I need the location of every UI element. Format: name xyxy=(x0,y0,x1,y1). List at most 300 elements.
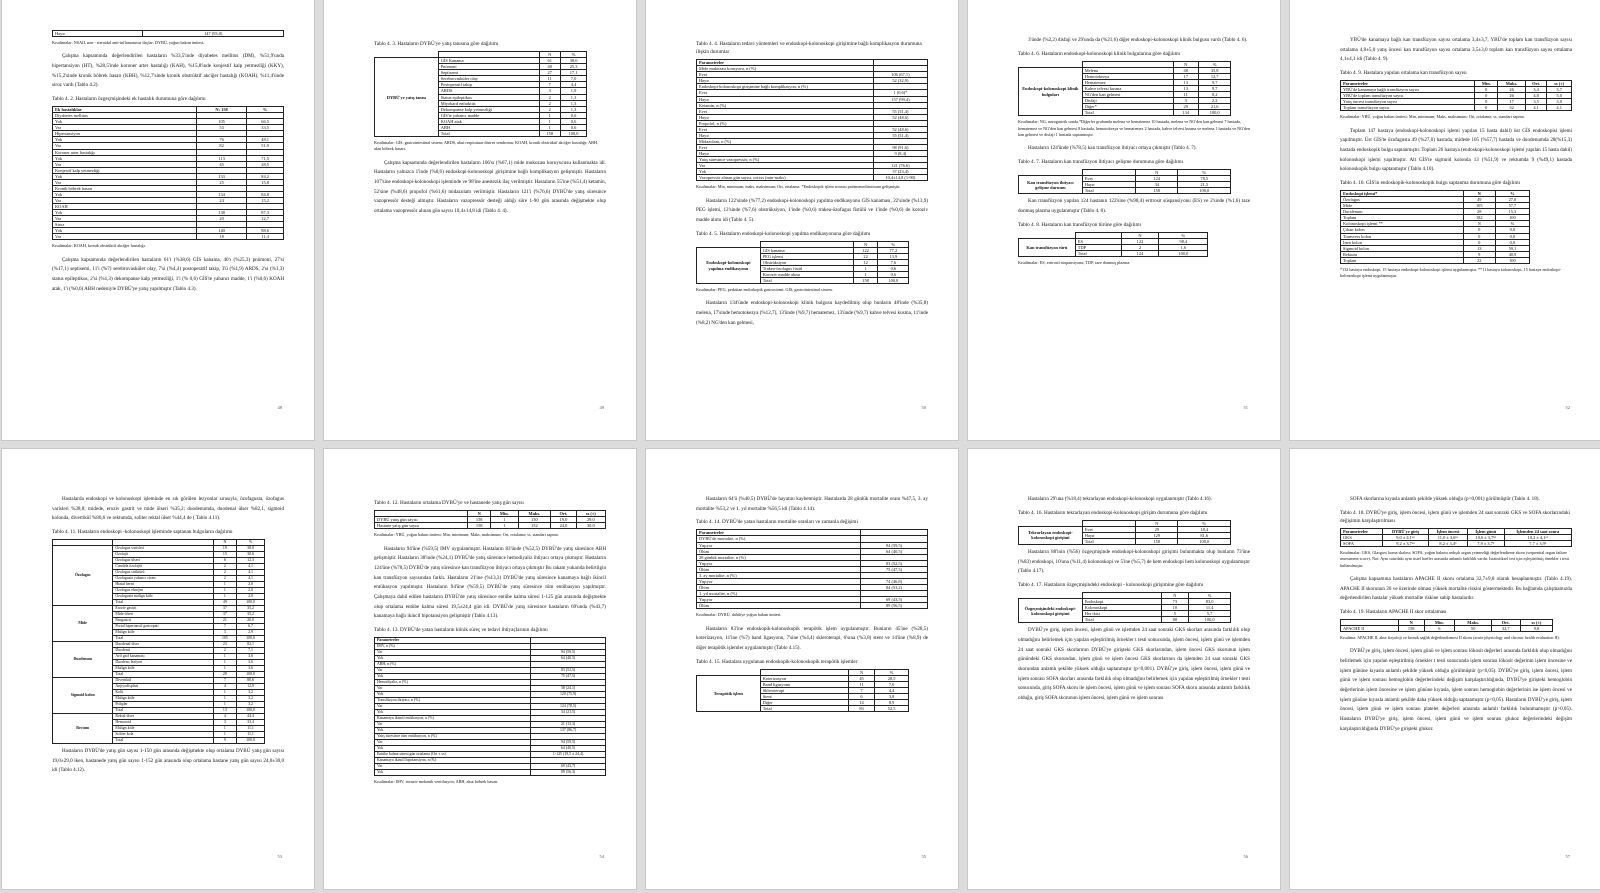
table-cell: Yaşıyor xyxy=(697,597,861,603)
table-cell: 27,0 xyxy=(1495,197,1530,203)
table-cell: Hayır xyxy=(697,151,874,157)
table-cell: Min. xyxy=(491,511,518,517)
table-cell: Vazopressör alınan gün sayısı, ort±ss (min-maks) xyxy=(697,175,874,181)
table-cell: Yatış öncesi transfüzyon sayısı xyxy=(1341,99,1475,105)
table-caption: Tablo 4. 4. Hastaların tedavi yöntemleri ve endoskopi-kolonoskopi girişimine bağlı komplikasyon durumuna ilişkin durumlar xyxy=(696,41,922,56)
table-cell: Hayır xyxy=(1082,532,1136,538)
table-cell: 0 xyxy=(1463,233,1495,239)
table-cell: 2,2 xyxy=(1198,98,1231,104)
table-note: Kısaltmalar: Min, minimum; maks, maksimum; Ort, ortalama. *Endoskopik işlem sonrası pnömomediastinum gelişmiştir. xyxy=(696,184,901,190)
table-cell: 100,0 xyxy=(236,708,265,714)
page-number: 57 xyxy=(1565,854,1570,860)
table-cell: N xyxy=(468,511,491,517)
table-cell: Hayır xyxy=(53,31,143,37)
table-cell: 10,4±14,8 (1-90) xyxy=(873,175,927,181)
table-cell: 100,0 xyxy=(1178,538,1231,544)
table-cell: Kolonoskopi işlemi ** xyxy=(1341,221,1464,227)
table-cell: Ort. xyxy=(1491,619,1520,625)
table-cell: 1 xyxy=(491,523,518,529)
table-cell: Ölüm xyxy=(697,566,861,572)
table-cell: 158 xyxy=(1398,626,1424,632)
table-cell: 20 xyxy=(196,216,246,222)
table-cell: 66,5 xyxy=(247,119,284,125)
table-cell: IMV, n (%) xyxy=(375,643,531,649)
data-table xyxy=(374,637,606,776)
table-cell: Status epileptikus xyxy=(438,94,539,100)
table-cell: 38,6 xyxy=(560,58,587,64)
table-cell: N xyxy=(1173,61,1198,67)
table-cell: 137 (86,7) xyxy=(531,727,606,733)
table-cell: 129 xyxy=(1136,532,1178,538)
table-cell: Özofagus striktürü xyxy=(113,570,214,576)
table-cell: 84,2 xyxy=(247,173,284,179)
table-cell: Candida özofajiti xyxy=(113,564,214,570)
table-cell: 83,0 xyxy=(1188,599,1231,605)
table-caption: Tablo 4. 6. Hastaların endoskopi-kolonoskopi klinik bulgularına göre dağılımı xyxy=(1018,50,1181,57)
table-cell: Total xyxy=(1082,538,1136,544)
table-cell: 8,2 ± 3,4ᵇ xyxy=(1428,540,1467,546)
table-cell: 53 xyxy=(196,125,246,131)
table-cell: 89 (56,3) xyxy=(531,769,606,775)
table-cell: Ölüm xyxy=(697,603,861,609)
table-cell: 3 xyxy=(1173,98,1198,104)
table-cell: ARDS xyxy=(438,88,539,94)
table-cell: % xyxy=(1495,191,1530,197)
table-cell: 83 xyxy=(849,705,875,711)
table-cell: 6 xyxy=(849,693,875,699)
table-cell: 49 xyxy=(214,600,237,606)
table-cell: 11 xyxy=(849,681,875,687)
table-note: Kısaltmalar: IMV, invaziv mekanik ventilasyon; ABH, akut böbrek hasarı. xyxy=(374,778,499,784)
paragraph: 3'ünde (%2,2) disfaji ve 29'unda da (%21,6) diğer endoskopi-kolonoskopi klinik bulgusu vardı (Tablo 4. 6). xyxy=(1028,37,1248,43)
table-cell: 1,3 xyxy=(560,94,587,100)
table-caption: Tablo 4. 3. Hastaların DYBÜ'ye yatış tanısına göre dağılımı xyxy=(374,41,499,47)
table-cell: 4 xyxy=(214,714,237,720)
table-cell: 7 xyxy=(849,687,875,693)
table-cell: Evet xyxy=(697,145,874,151)
table-cell: Evet xyxy=(697,72,874,78)
table-cell: GİS'te yabancı madde xyxy=(438,112,539,118)
table-cell: 26 xyxy=(1498,87,1526,93)
table-caption: Tablo 4. 17. Hastaların özgeçmişindeki endoskopi - kolonoskopi girişimine göre dağılımı xyxy=(1018,582,1204,588)
table-cell: % xyxy=(1178,520,1231,526)
table-cell: Ek hastalıklar xyxy=(53,107,197,113)
table-cell: 6 xyxy=(214,558,237,564)
table-cell: 21 (13,3) xyxy=(531,721,606,727)
table-cell: Obstrüksiyon xyxy=(760,259,853,265)
table-note: Kısaltmalar: GKS, Glasgow koma skalası; SOFA, yoğun bakımı ardışık organ yetmezliği değerlendirme skoru (sequential organ failure assessment score). Not: Aynı satırdaki aynı üstel harfler arasında anlamlı farklılık vardır. İstatistiksel test için eşleştirilmiş örnekler t testi kullanılmıştır. xyxy=(1340,549,1569,568)
table-cell: 1 xyxy=(214,732,237,738)
table-cell: Hayır xyxy=(697,114,874,120)
paragraph: Hastalarda endoskopi ve kolonoskopi işleminde en sık görülen lezyonlar sırasıyla, özofagusta, özofagus varisleri %38,8; midede, eroziv gastrit ve mide ülseri %35,2; duodenumda, duodenal ülser %82,1, sigmoid kolonda, divertikül %80,6 ve rektumda, soliter rektal ülser %44,4 de ( Tablo 4.11). xyxy=(52,496,284,522)
table-cell: 59,1 xyxy=(1495,245,1530,251)
table-cell: 1 xyxy=(214,702,237,708)
table-cell: Hayır xyxy=(697,96,874,102)
table-cell: 30,0 xyxy=(576,523,605,529)
table-caption: Tablo 4. 11. Hastaların endoskopi -kolonoskopi işleminde saptanan bulguların dağılımı xyxy=(52,529,233,536)
table-cell: 35,8 xyxy=(1198,67,1231,73)
table-cell: 120 (75,9) xyxy=(531,691,606,697)
table-cell: Total xyxy=(1075,250,1121,256)
pdf-page-56[interactable] xyxy=(968,449,1280,889)
table-cell: 49 xyxy=(1463,197,1495,203)
page-number: 52 xyxy=(1565,405,1570,411)
table-cell: 88,6 xyxy=(247,228,284,234)
table-caption: Tablo 4. 2. Hastaların özgeçmişindeki ek hastalık durumuna göre dağılımı xyxy=(52,96,206,103)
table-cell: Min. xyxy=(1475,81,1498,87)
table-cell: 3,8 xyxy=(874,693,909,699)
table-cell: N: 158 xyxy=(196,107,246,113)
pdf-page-55[interactable] xyxy=(646,449,958,889)
paragraph: DYBÜ'ye giriş, işlem öncesi, işlem günü ve işlemden 24 saat sonraki GKS skorları arasında farklılık olup olmadığını belirlemek için yapılan eşleştirilmiş örnekler t testi sonucunda, işlem öncesi, işlem günü ve işlemden 24 saat sonraki GKS skorlarının DYBÜ'ye girişteki GKS skorlarından, işlem öncesi GKS skorunun işlem günündeki GKS skorundan, işlem günü ve işlem öncesi GKS skorlarının da işlemden 24 saat sonraki GKS skorundan anlamlı şekilde yüksek olduğu saptanmıştır (p<0,001). DYBÜ'ye giriş, işlem öncesi, işlem günü ve işlem sonrası SOFA skorları arasında farklılık olup olmadığını belirlemek için yapılan eşleştirilmiş örnekler t testi sonucunda, giriş SOFA skoru ile işlem öncesi, işlem günü ve işlem sonrası SOFA skoru arasında anlamlı farklılık olduğu, giriş SOFA skorunun işlem öncesi, işlem günü ve işlem sonrası xyxy=(1018,627,1250,702)
table-cell: Total xyxy=(438,130,539,136)
table-row xyxy=(375,523,606,529)
table-cell: 10,6 ± 3,7ᵇᵈ xyxy=(1468,534,1505,540)
table-cell: Mide xyxy=(1341,203,1464,209)
table-cell: YBÜ'de kanamaya bağlı transfüzyon sayısı xyxy=(1341,87,1475,93)
table-cell: İnen kolon xyxy=(1341,239,1464,245)
table-cell: 11,1 xyxy=(236,732,265,738)
table-cell: 2 xyxy=(539,106,560,112)
table-cell: 124 xyxy=(1121,250,1159,256)
table-cell: 7,0 xyxy=(874,681,909,687)
table-cell: Hemotokezya xyxy=(1082,73,1173,79)
table-cell: 21,6 xyxy=(1198,104,1231,110)
table-cell: 11,1 xyxy=(236,726,265,732)
table-cell: 0,0 xyxy=(1495,227,1530,233)
table-cell: TDP xyxy=(1075,244,1121,250)
data-table xyxy=(1018,61,1231,117)
table-cell: 2 xyxy=(214,570,237,576)
table-cell: 1 xyxy=(214,690,237,696)
table-cell: Var xyxy=(375,763,531,769)
data-table xyxy=(1018,232,1208,257)
pdf-page-54[interactable] xyxy=(324,449,636,889)
table-cell: 2,0 xyxy=(236,594,265,600)
table-cell: 82,1 xyxy=(236,642,265,648)
table-cell: Yok xyxy=(53,119,197,125)
table-cell: Var xyxy=(375,721,531,727)
table-cell: 11,4 xyxy=(1188,605,1231,611)
table-cell: Evet xyxy=(1082,175,1136,181)
table-cell: 94 (59,5) xyxy=(531,739,606,745)
table-cell: 75 (47,5) xyxy=(861,566,928,572)
table-cell: 9,7 xyxy=(1198,79,1231,85)
table-cell: Özofagus ülseri xyxy=(113,558,214,564)
table-cell: Yok xyxy=(375,673,531,679)
table-cell: Septisemi xyxy=(438,70,539,76)
table-cell: 52 (48,6) xyxy=(873,126,927,132)
table-cell: 9,7 xyxy=(1198,85,1231,91)
table-row xyxy=(1341,540,1572,546)
table-cell: 9,0 ± 4,1ᵃʷ xyxy=(1383,534,1428,540)
table-cell: 0 xyxy=(1463,227,1495,233)
table-cell: Endoskopi xyxy=(1082,599,1161,605)
paragraph: YBÜ'de kanamaya bağlı kan transfüzyon sayısı ortalama 3,4±3,7, YBÜ'de toplam kan transfüzyon sayısı ortalama 4,8±5,0 yatış öncesi kan transfüzyon sayısı ortalama 3,5±3,0 toplam kan transfüzyon sayısı ortalama 4,1±4,1 idi (Tablo 4. 9). xyxy=(1340,37,1572,63)
page-number: 48 xyxy=(277,405,282,411)
page-number: 49 xyxy=(599,405,604,411)
table-cell: 12 xyxy=(853,259,877,265)
table-cell: Divertikül xyxy=(113,678,214,684)
table-cell: N xyxy=(1121,232,1159,238)
table-cell: ss (±) xyxy=(1520,619,1553,625)
table-cell: Hemodiyaliz, n (%) xyxy=(375,679,531,685)
table-cell: 100,0 xyxy=(1159,250,1208,256)
table-cell: Yok xyxy=(375,727,531,733)
table-cell: % xyxy=(1159,232,1208,238)
table-cell: Total xyxy=(113,636,214,642)
table-cell: Serebrovasküler olay xyxy=(438,76,539,82)
table-cell: 1 (0,6)* xyxy=(873,90,927,96)
table-cell: 15,8 xyxy=(247,179,284,185)
table-cell: 77,2 xyxy=(878,247,909,253)
table-cell: 25 xyxy=(196,179,246,185)
table-cell: Var xyxy=(375,685,531,691)
table-cell: Hematemez xyxy=(1082,79,1173,85)
table-cell: 105 xyxy=(214,636,237,642)
table-cell: Diyabetes mellitus xyxy=(53,113,197,119)
table-cell: 30,6 xyxy=(236,552,265,558)
table-cell: NG'den kan gelmesi xyxy=(1082,92,1173,98)
table-cell: Hipertansiyon xyxy=(53,131,197,137)
table-cell: 33,4 xyxy=(236,720,265,726)
table-cell: 28,5 xyxy=(874,675,909,681)
pdf-page-57[interactable] xyxy=(1290,449,1600,889)
table-cell: 1 xyxy=(214,588,237,594)
table-cell: Sigmoid kolon xyxy=(1341,245,1464,251)
table-cell: 64 (40,5) xyxy=(531,745,606,751)
table-cell: 32 xyxy=(1498,105,1526,111)
table-cell: 55 (51,4) xyxy=(873,132,927,138)
table-cell: 94 (59,5) xyxy=(531,649,606,655)
table-cell: Koroziv madde alımı xyxy=(760,272,853,278)
table-cell: 4,1 xyxy=(1547,105,1572,111)
table-cell: 12,9 xyxy=(236,684,265,690)
table-cell: 4,4 xyxy=(560,82,587,88)
pdf-page-49[interactable] xyxy=(324,0,636,440)
table-cell: 75 (47,5) xyxy=(531,673,606,679)
table-caption: Tablo 4. 8. Hastaların kan transfüzyon türüne göre dağılımı xyxy=(1018,221,1141,228)
table-cell: N xyxy=(1136,169,1178,175)
table-cell: İşlem öncesi xyxy=(1428,528,1467,534)
table-cell: 35,2 xyxy=(236,606,265,612)
table-cell: 3,2 xyxy=(236,690,265,696)
table-cell: DYBÜ'de mortalite, n (%) xyxy=(697,536,861,542)
paragraph: Kan transfüzyon yapılan 124 hastanın 122'sine (%98,4) eritrosit süspansiyonu (ES) ve 2'sinde (%1,6) taze donmuş plazma uygulanmıştır (Tablo 4. 8). xyxy=(1018,198,1250,214)
table-cell: 113 xyxy=(196,155,246,161)
table-cell: Endoskopi-kolonoskopi girişimine bağlı komplikasyon, n (%) xyxy=(697,84,874,90)
table-cell: 28 xyxy=(214,672,237,678)
table-cell: % xyxy=(874,669,909,675)
pdf-page-51[interactable] xyxy=(968,0,1280,440)
table-cell: Kanamaya ikincil entübasyon, n (%) xyxy=(375,715,531,721)
table-cell: 11,0 ± 3,6ᵇᵒ xyxy=(1428,534,1467,540)
table-cell: 3 xyxy=(214,720,237,726)
table-cell: Özofagus xyxy=(1341,197,1464,203)
table-cell: 1,6 xyxy=(1159,244,1208,250)
table-cell: Çıkan kolon xyxy=(1341,227,1464,233)
table-cell: 38 (24,1) xyxy=(531,685,606,691)
table-cell: 0,6 xyxy=(878,272,909,278)
table-cell: 121 (76,6) xyxy=(873,163,927,169)
table-caption: Tablo 4. 18. DYBÜ'ye giriş, işlem öncesi, işlem günü ve işlemden 24 saat sonraki GKS ve SOFA skorlarındaki değişimin karşılaştırılması xyxy=(1340,509,1570,524)
table-cell: Rektum xyxy=(1341,251,1464,257)
table-cell: N xyxy=(539,52,560,58)
paragraph: Çalışma kapsamına hastaların APACHE II skoru ortalama 32,7±9,8 olarak hesaplanmıştır. (Tablo 4.19). APACHE II skorunun 20 ve üzerinde olması yüksek mortalite riskini göstermektedir. Bu bağlamda çalışmamızda değerlendirilen hastalar yüksek mortalite riskine sahip hastalardır. xyxy=(1340,575,1572,602)
table-cell: Midazolam, n (%) xyxy=(697,138,874,144)
table-cell: 8,2 xyxy=(1198,92,1231,98)
table-cell: 57,7 xyxy=(1495,203,1530,209)
paragraph: Hastaların 124'ünde (%78,5) kan transfüzyon ihtiyacı ortaya çıkmıştır (Tablo 4. 7). xyxy=(1028,145,1197,152)
table-cell: 22 xyxy=(853,253,877,259)
table-cell: 4,4 xyxy=(874,687,909,693)
table-cell: Trakea-özofagus fistül xyxy=(760,266,853,272)
table-cell: 11 xyxy=(539,76,560,82)
data-table xyxy=(1018,169,1231,194)
table-side-label: Tekrarlayan endoskopi-kolonoskopi girişimi xyxy=(1019,526,1083,544)
table-cell: Hiatal herni xyxy=(113,582,214,588)
table-cell: 100 xyxy=(1495,215,1530,221)
table-cell: 37 xyxy=(214,606,237,612)
table-cell: Transfüzyon ihtiyacı, n (%) xyxy=(375,697,531,703)
table-cell: 1 xyxy=(214,660,237,666)
paragraph: Çalışma kapsamında değerlendirilen hastaların 106'sı (%67,1) mide mukozası koruyucusu kullanmakta idi. Hastaların yalnızca 1'inde (%0,6) endoskopi-kolonoskopi girişimine bağlı komplikasyon gelişmiştir. Hastaların 107'sine endoskopi-kolonoskopi işleminde ve 98'ine anestezik ilaç verilmiştir. Hastaların 55'ine (%51,4) ketamin, 52'sine (%48,6) propofol (%61,6) midazolam verilmiştir. Hastaların 121'i (%76,6) DYBÜ'de yatış süresince vazopressör desteği almıştır. Hastaların vazopressör desteği aldığı süre 1-90 gün arasında değişmekte olup ortalama vazopressör alınan gün sayısı 10,4±14,8 idi (Tablo 4. 4). xyxy=(374,159,606,214)
table-cell: 40 xyxy=(539,64,560,70)
pdf-page-48[interactable] xyxy=(2,0,314,440)
table-cell: Parametreler xyxy=(1341,528,1383,534)
table-cell: 88 xyxy=(1161,617,1188,623)
table-cell: Yok xyxy=(53,155,197,161)
table-cell: Ölüm xyxy=(697,548,861,554)
table-cell: 6 xyxy=(1424,626,1455,632)
page-number: 55 xyxy=(921,854,926,860)
table-cell: GİS Kanama xyxy=(438,58,539,64)
table-cell: 1 xyxy=(539,124,560,130)
table-cell: 23 xyxy=(214,642,237,648)
data-table xyxy=(1018,592,1231,623)
table-cell: Ort. xyxy=(551,511,576,517)
table-cell: 48,1 xyxy=(247,137,284,143)
table-cell: 134 xyxy=(196,191,246,197)
table-cell: Toplam xyxy=(1341,215,1464,221)
table-cell: Diğer xyxy=(760,699,849,705)
table-cell: 124 xyxy=(1136,175,1178,181)
table-cell: Var xyxy=(375,739,531,745)
table-cell: 24,0 xyxy=(551,523,576,529)
table-cell: KOAH atak xyxy=(438,118,539,124)
table-cell: 7 xyxy=(539,82,560,88)
table-cell: Total xyxy=(113,600,214,606)
table-cell: 17 xyxy=(1173,73,1198,79)
table-note: Kısaltmalar: YBÜ, yoğun bakım ünitesi; Min, minimum; Maks, maksimum; Ort, ortalama; ss, standart sapma. xyxy=(1340,114,1525,120)
table-cell: Mide ülseri xyxy=(113,612,214,618)
pdf-page-52[interactable] xyxy=(1290,0,1600,440)
table-cell: 100,0 xyxy=(236,636,265,642)
table-row xyxy=(53,234,284,240)
table-cell: Evet xyxy=(697,90,874,96)
table-cell: Özofagusta yabancı cisim xyxy=(113,576,214,582)
table-cell: 4,8 xyxy=(1525,93,1546,99)
table-cell: 61 xyxy=(539,58,560,64)
data-table xyxy=(1018,520,1231,545)
table-cell: Toplam transfüzyon sayısı xyxy=(1341,105,1475,111)
table-cell: Toplam xyxy=(1341,257,1464,263)
table-cell: 20,0 xyxy=(236,618,265,624)
table-cell: 1,3 xyxy=(560,106,587,112)
table-cell: 2 xyxy=(1121,244,1159,250)
table-cell: Mide mukozası koruyucu, n (%) xyxy=(697,66,874,72)
table-cell: 147 (93,0) xyxy=(143,31,284,37)
table-cell: 13 xyxy=(214,708,237,714)
paragraph: Toplam 147 hastaya (endoskopi-kolonoskopi işlemi yapılan 15 hasta dahil) üst GİS endoskopisi işlemi yapılmıştır. Üst GİS'te özofagusta 49 (%27,0) hastada, midede 105 (%57,7) hastada ve duodenumda 28(%15,3) hastada endoskopik bulgu saptanmıştır. Toplam 26 hastaya (endoskopi-kolonoskopi işlemi yapılan 15 hasta dahil) kolonoskopi işlemi yapılmıştır. Alt GİS'te sigmoid kolonda 13 (%51,9) ve rektumda 9 (%49,1) hastada kolonoskopik bulgu saptanmıştır (Tablo 4.10). xyxy=(1340,127,1572,173)
pdf-page-53[interactable] xyxy=(2,449,314,889)
paragraph: Hastaların 29'una (%18,4) tekrarlayan endoskopi-kolonoskopi uygulanmıştır (Tablo 4.16). xyxy=(1028,496,1212,502)
table-cell: Min. xyxy=(1424,619,1455,625)
pdf-page-50[interactable] xyxy=(646,0,958,440)
table-cell: 7,9 ± 3,7ᵇ xyxy=(1468,540,1505,546)
table-cell: 0,0 xyxy=(1495,239,1530,245)
table-cell: ss (±) xyxy=(1547,81,1572,87)
table-cell: Malign kitle xyxy=(113,726,214,732)
page-number: 56 xyxy=(1243,854,1248,860)
data-table xyxy=(1340,80,1572,111)
table-cell: Özofagus eksojen xyxy=(113,588,214,594)
table-cell: 6,7 xyxy=(236,624,265,630)
table-cell: 100,0 xyxy=(1188,617,1231,623)
table-cell: 83 (52,5) xyxy=(531,667,606,673)
table-cell: 17 xyxy=(1498,99,1526,105)
table-cell: Hastane yatış gün sayısı xyxy=(375,523,468,529)
table-cell: 0,6 xyxy=(560,112,587,118)
table-cell: Özofagus varisleri xyxy=(113,546,214,552)
table-cell: 4,1 xyxy=(236,564,265,570)
table-cell: PEG işlemi xyxy=(760,253,853,259)
table-cell: Soliter kola xyxy=(113,732,214,738)
data-table xyxy=(374,51,587,137)
table-cell: 11 xyxy=(1173,92,1198,98)
table-cell: Disfaji xyxy=(1082,98,1173,104)
table-cell: 82 xyxy=(196,143,246,149)
table-cell: 13 xyxy=(1173,85,1198,91)
table-note: Kısaltmalar: GİS, gastrointestinal sistem; ARDS, akut respiratuar distres sendromu; KOAH, kronik obstrüktif akciğer hastalığı; ABH, akut böbrek hasarı. xyxy=(374,139,598,152)
data-table xyxy=(52,106,284,240)
table-cell: 138 xyxy=(196,210,246,216)
table-cell: Koterizasyon xyxy=(760,675,849,681)
table-cell: 12,3 xyxy=(236,558,265,564)
table-cell: Ketamin, n (%) xyxy=(697,102,874,108)
table-cell: Pangastrit xyxy=(113,618,214,624)
table-cell: N xyxy=(1398,619,1424,625)
table-cell: 37 (23,4) xyxy=(873,169,927,175)
table-cell: Yatış süresince tüm entübasyon, n (%) xyxy=(375,733,531,739)
table-cell: 100,0 xyxy=(1178,188,1231,194)
table-cell: Malign kitle xyxy=(113,630,214,636)
table-cell: Eroziv gastrit xyxy=(113,606,214,612)
table-cell: 80,6 xyxy=(236,678,265,684)
table-cell: 1 xyxy=(214,726,237,732)
table-cell: 64 (40,5) xyxy=(861,548,928,554)
table-cell: Total xyxy=(760,278,853,284)
table-cell: 105 xyxy=(196,119,246,125)
table-cell: Yok xyxy=(375,709,531,715)
table-cell: Parametreler xyxy=(697,530,861,536)
table-cell: 100,0 xyxy=(236,672,265,678)
table-cell: 158 xyxy=(468,517,491,523)
table-cell: 9 (8,4) xyxy=(873,151,927,157)
table-cell: Var xyxy=(53,125,197,131)
table-cell: 7 xyxy=(214,678,237,684)
table-cell: 19,0 xyxy=(551,517,576,523)
